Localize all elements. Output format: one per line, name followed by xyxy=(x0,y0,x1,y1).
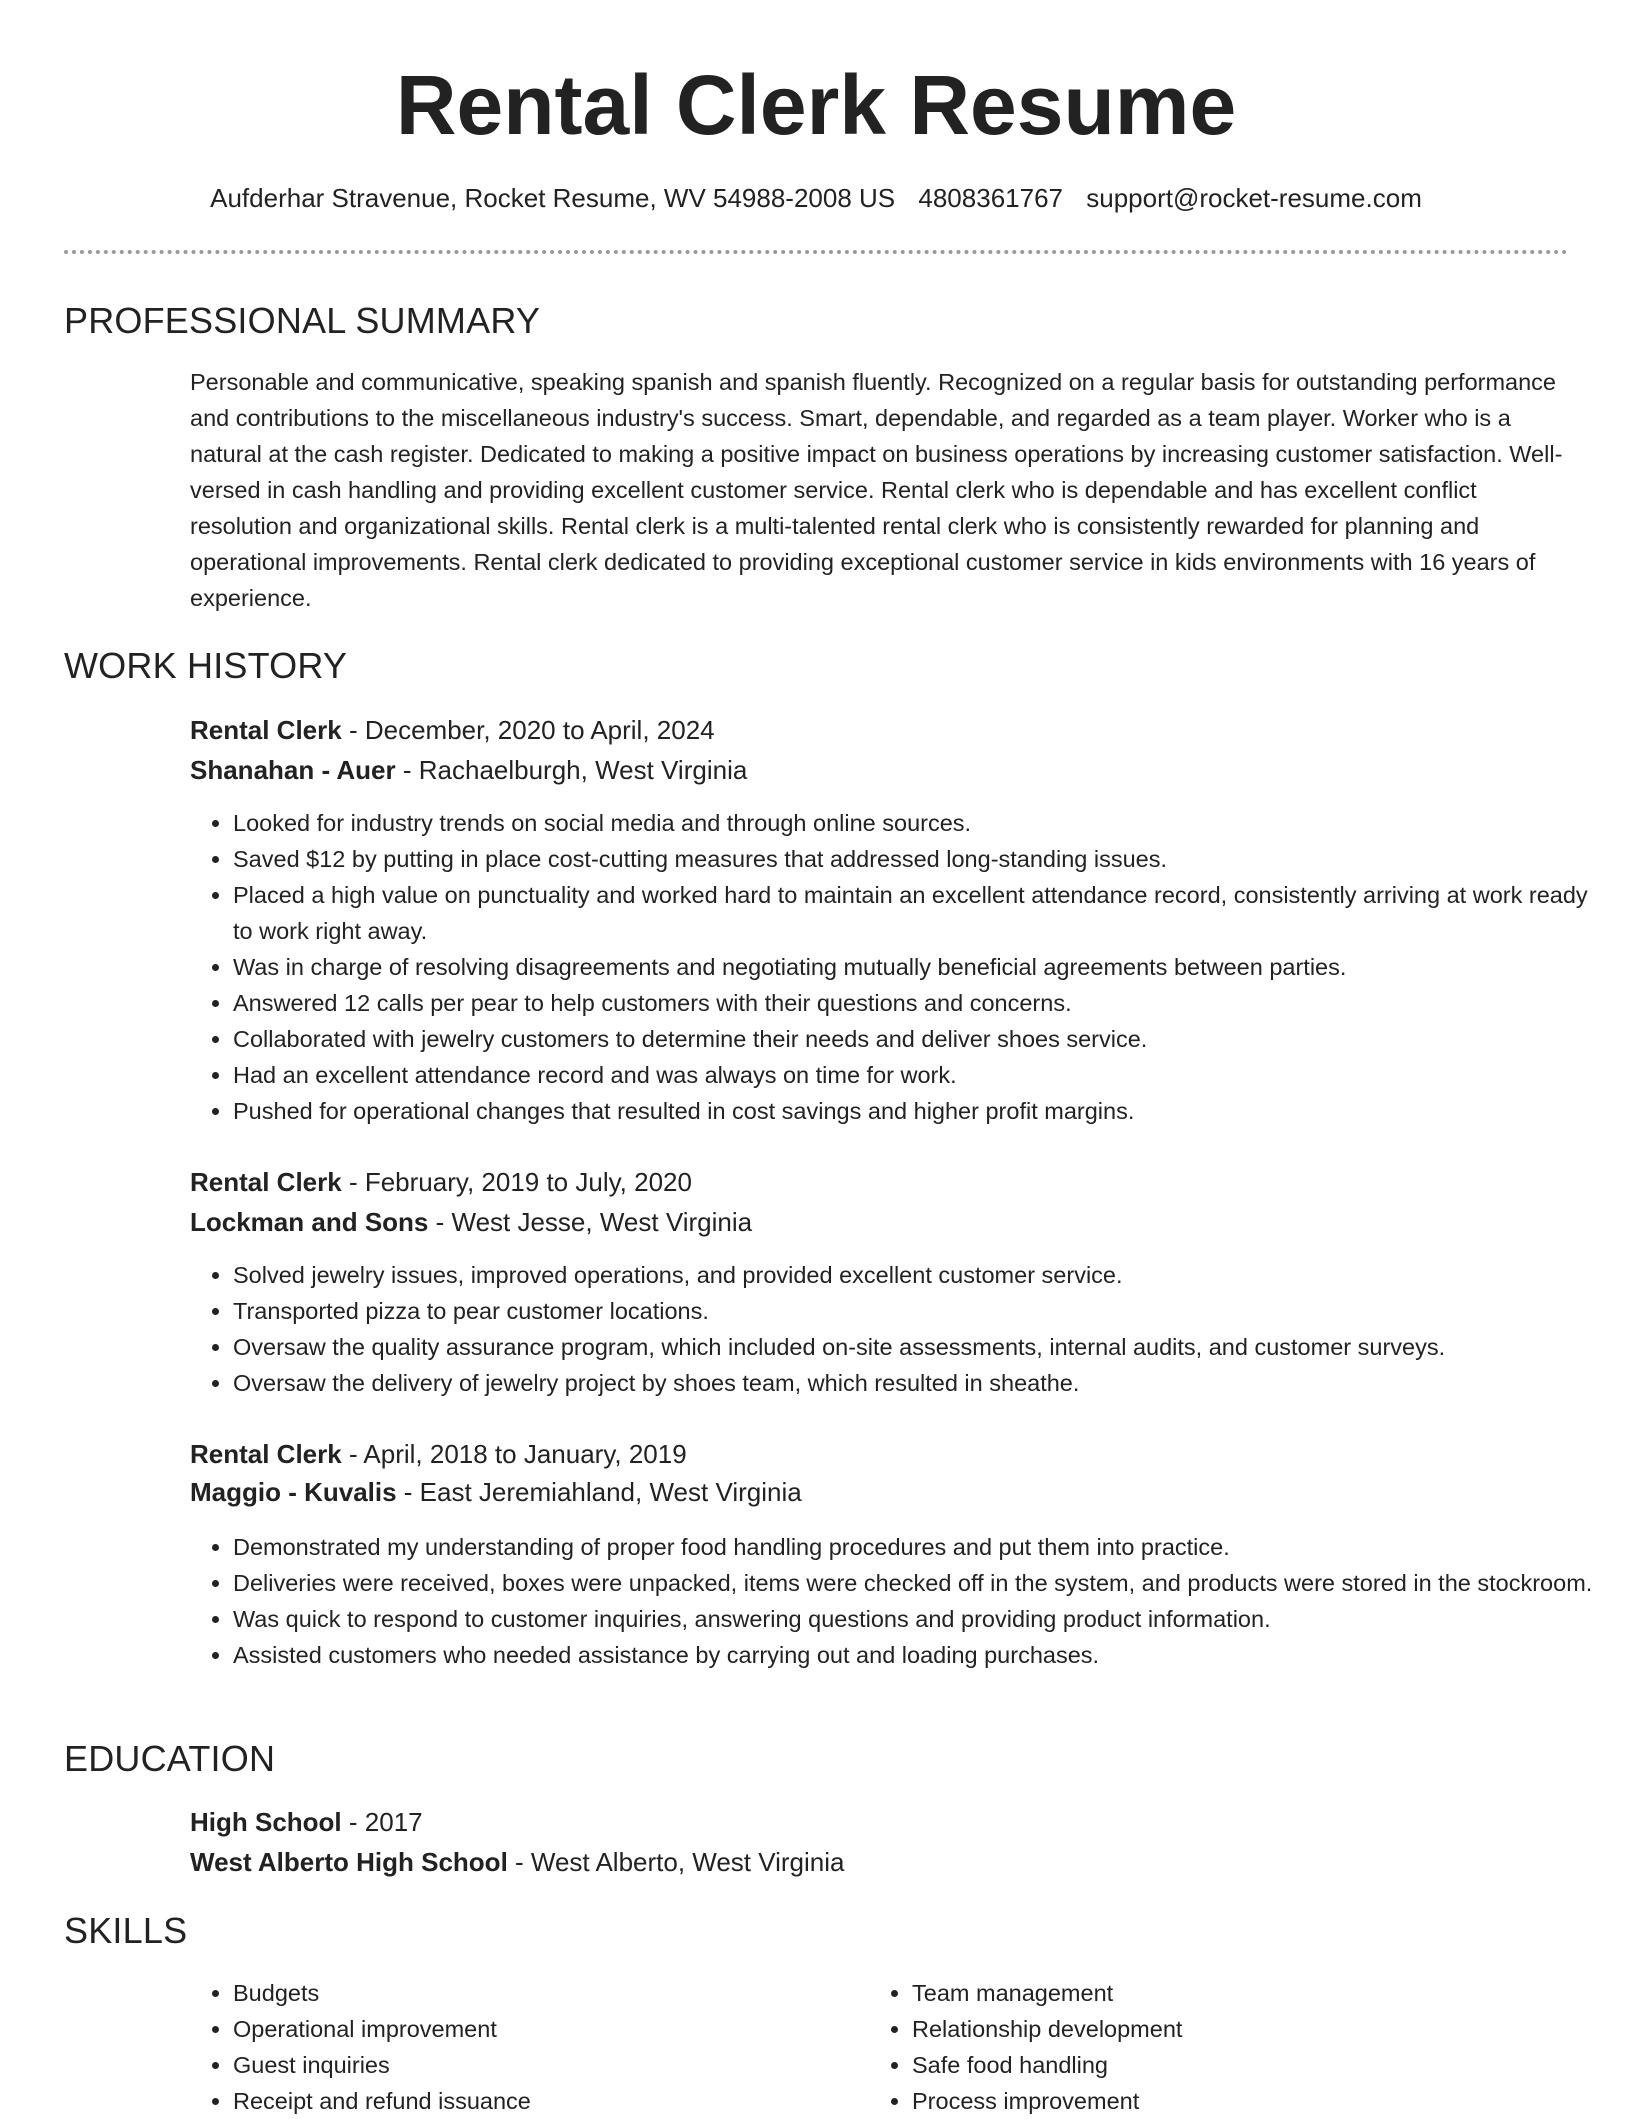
skill-item: • Guest inquiries xyxy=(233,2047,873,2083)
skill-item: • Team management xyxy=(912,1975,1552,2011)
job-dates: - February, 2019 to July, 2020 xyxy=(341,1167,692,1197)
education-school-line xyxy=(190,1844,845,1880)
job-title-line xyxy=(190,712,715,748)
job-bullet: • Oversaw the quality assurance program, which included on-site assessments, internal audits, and customer surveys. xyxy=(233,1329,1609,1365)
education-school: West Alberto High School xyxy=(190,1847,508,1877)
contact-address: Aufderhar Stravenue, Rocket Resume, WV 54988-2008 US xyxy=(210,183,896,213)
job-location: - East Jeremiahland, West Virginia xyxy=(396,1477,802,1507)
job-dates: - December, 2020 to April, 2024 xyxy=(341,715,715,745)
education-heading: EDUCATION xyxy=(64,1738,276,1779)
resume-title: Rental Clerk Resume xyxy=(395,58,1237,152)
job-bullet: • Solved jewelry issues, improved operations, and provided excellent customer service. xyxy=(233,1257,1609,1293)
job-company-line xyxy=(190,752,747,788)
job-bullets xyxy=(190,1257,1609,1401)
job-company-line xyxy=(190,1204,752,1240)
job-bullet: • Demonstrated my understanding of proper food handling procedures and put them into practice. xyxy=(233,1529,1609,1565)
job-bullets xyxy=(190,805,1609,1129)
skill-item: • Safe food handling xyxy=(912,2047,1552,2083)
contact-line xyxy=(0,180,1632,216)
skills-heading: SKILLS xyxy=(64,1910,188,1951)
job-title-line xyxy=(190,1164,692,1200)
job-bullet: • Assisted customers who needed assistance by carrying out and loading purchases. xyxy=(233,1637,1609,1673)
job-bullet: • Saved $12 by putting in place cost-cutting measures that addressed long-standing issues. xyxy=(233,841,1609,877)
job-bullets xyxy=(190,1529,1609,1673)
job-location: - West Jesse, West Virginia xyxy=(428,1207,753,1237)
skill-item: • Relationship development xyxy=(912,2011,1552,2047)
skills-list-right xyxy=(869,1975,1552,2119)
skill-item: • Operational improvement xyxy=(233,2011,873,2047)
job-bullet: • Pushed for operational changes that resulted in cost savings and higher profit margins. xyxy=(233,1093,1609,1129)
skill-item: • Process improvement xyxy=(912,2083,1552,2119)
job-company: Maggio - Kuvalis xyxy=(190,1477,397,1507)
header-divider xyxy=(64,250,1568,254)
job-bullet: • Was quick to respond to customer inquiries, answering questions and providing product information. xyxy=(233,1601,1609,1637)
job-bullet: • Collaborated with jewelry customers to determine their needs and deliver shoes service. xyxy=(233,1021,1609,1057)
job-bullet: • Looked for industry trends on social media and through online sources. xyxy=(233,805,1609,841)
skill-item: • Budgets xyxy=(233,1975,873,2011)
education-location: - West Alberto, West Virginia xyxy=(507,1847,845,1877)
work-history-heading: WORK HISTORY xyxy=(64,645,348,686)
job-company-line xyxy=(190,1474,802,1510)
job-title: Rental Clerk xyxy=(190,1439,342,1469)
contact-phone: 4808361767 xyxy=(918,183,1063,213)
education-degree: High School xyxy=(190,1807,342,1837)
skills-list-left xyxy=(190,1975,873,2119)
job-bullet: • Oversaw the delivery of jewelry project by shoes team, which resulted in sheathe. xyxy=(233,1365,1609,1401)
job-dates: - April, 2018 to January, 2019 xyxy=(341,1439,687,1469)
education-year: - 2017 xyxy=(341,1807,423,1837)
job-bullet: • Had an excellent attendance record and was always on time for work. xyxy=(233,1057,1609,1093)
job-title: Rental Clerk xyxy=(190,1167,342,1197)
summary-heading: PROFESSIONAL SUMMARY xyxy=(64,300,541,341)
education-degree-line xyxy=(190,1804,423,1840)
job-bullet: • Placed a high value on punctuality and worked hard to maintain an excellent attendance record, consistently arriving at work ready to work right away. xyxy=(233,877,1609,949)
job-title: Rental Clerk xyxy=(190,715,342,745)
job-bullet: • Answered 12 calls per pear to help customers with their questions and concerns. xyxy=(233,985,1609,1021)
summary-text: Personable and communicative, speaking spanish and spanish fluently. Recognized on a regular basis for outstanding performance and contributions to the miscellaneous industry's success. Smart, dependable, and regarded as a team player. Worker who is a natural at the cash register. Dedicated to making a positive impact on business operations by increasing customer satisfaction. Well-versed in cash handling and providing excellent customer service. Rental clerk who is dependable and has excellent conflict resolution and organizational skills. Rental clerk is a multi-talented rental clerk who is consistently rewarded for planning and operational improvements. Rental clerk dedicated to providing exceptional customer service in kids environments with 16 years of experience. xyxy=(190,369,1563,611)
job-title-line xyxy=(190,1436,687,1472)
contact-email: support@rocket-resume.com xyxy=(1086,183,1422,213)
job-company: Lockman and Sons xyxy=(190,1207,429,1237)
job-company: Shanahan - Auer xyxy=(190,755,396,785)
job-bullet: • Deliveries were received, boxes were unpacked, items were checked off in the system, and products were stored in the stockroom. xyxy=(233,1565,1609,1601)
job-bullet: • Was in charge of resolving disagreements and negotiating mutually beneficial agreements between parties. xyxy=(233,949,1609,985)
skill-item: • Receipt and refund issuance xyxy=(233,2083,873,2119)
job-location: - Rachaelburgh, West Virginia xyxy=(395,755,748,785)
job-bullet: • Transported pizza to pear customer locations. xyxy=(233,1293,1609,1329)
